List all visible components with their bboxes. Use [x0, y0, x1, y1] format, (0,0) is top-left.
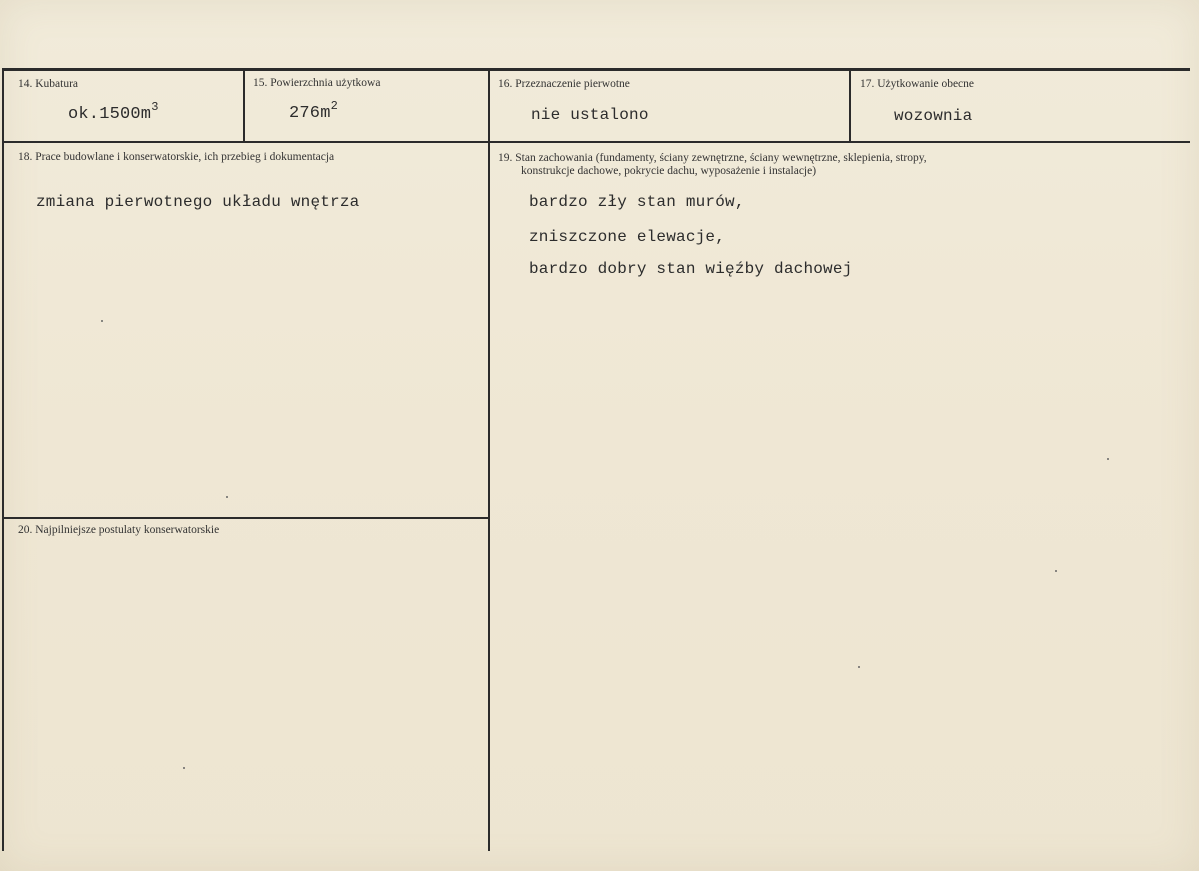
paper-speck: [101, 320, 103, 322]
field-15-label: 15. Powierzchnia użytkowa: [253, 77, 381, 89]
paper-speck: [226, 496, 228, 498]
divider-18-20: [2, 517, 489, 519]
field-17-label: 17. Użytkowanie obecne: [860, 78, 975, 90]
condition-line-2: zniszczone elewacje,: [529, 228, 726, 246]
field-14-label: 14. Kubatura: [18, 78, 79, 90]
top-rule: [2, 68, 1190, 71]
field-17-value: wozownia: [894, 107, 973, 125]
paper-speck: [1107, 458, 1109, 460]
field-19-label-line-2: konstrukcje dachowe, pokrycie dachu, wyposażenie i instalacje): [521, 165, 817, 177]
field-16-label: 16. Przeznaczenie pierwotne: [498, 78, 630, 90]
paper-speck: [1055, 570, 1057, 572]
field-20-label: 20. Najpilniejsze postulaty konserwatorskie: [18, 524, 220, 536]
area-unit-exponent: 2: [330, 99, 339, 113]
field-18-label: 18. Prace budowlane i konserwatorskie, ich przebieg i dokumentacja: [18, 151, 335, 163]
left-border: [2, 68, 4, 851]
field-19-label-line-1: 19. Stan zachowania (fundamenty, ściany zewnętrzne, ściany wewnętrzne, sklepienia, stropy,: [498, 152, 927, 164]
condition-line-1: bardzo zły stan murów,: [529, 193, 745, 211]
condition-line-3: bardzo dobry stan więźby dachowej: [529, 260, 853, 278]
field-15-value: [289, 99, 338, 123]
main-vertical-divider: [488, 70, 490, 851]
paper-speck: [858, 666, 860, 668]
divider-16-17: [849, 70, 851, 142]
field-18-value: zmiana pierwotnego układu wnętrza: [36, 193, 360, 211]
volume-value: ok.1500m: [68, 105, 152, 124]
volume-unit-exponent: 3: [151, 100, 159, 114]
field-14-value: [68, 100, 159, 124]
area-value: 276m: [289, 104, 331, 123]
divider-14-15: [243, 70, 245, 142]
paper-speck: [183, 767, 185, 769]
field-16-value: nie ustalono: [531, 106, 649, 124]
row1-bottom-rule: [2, 141, 1190, 143]
